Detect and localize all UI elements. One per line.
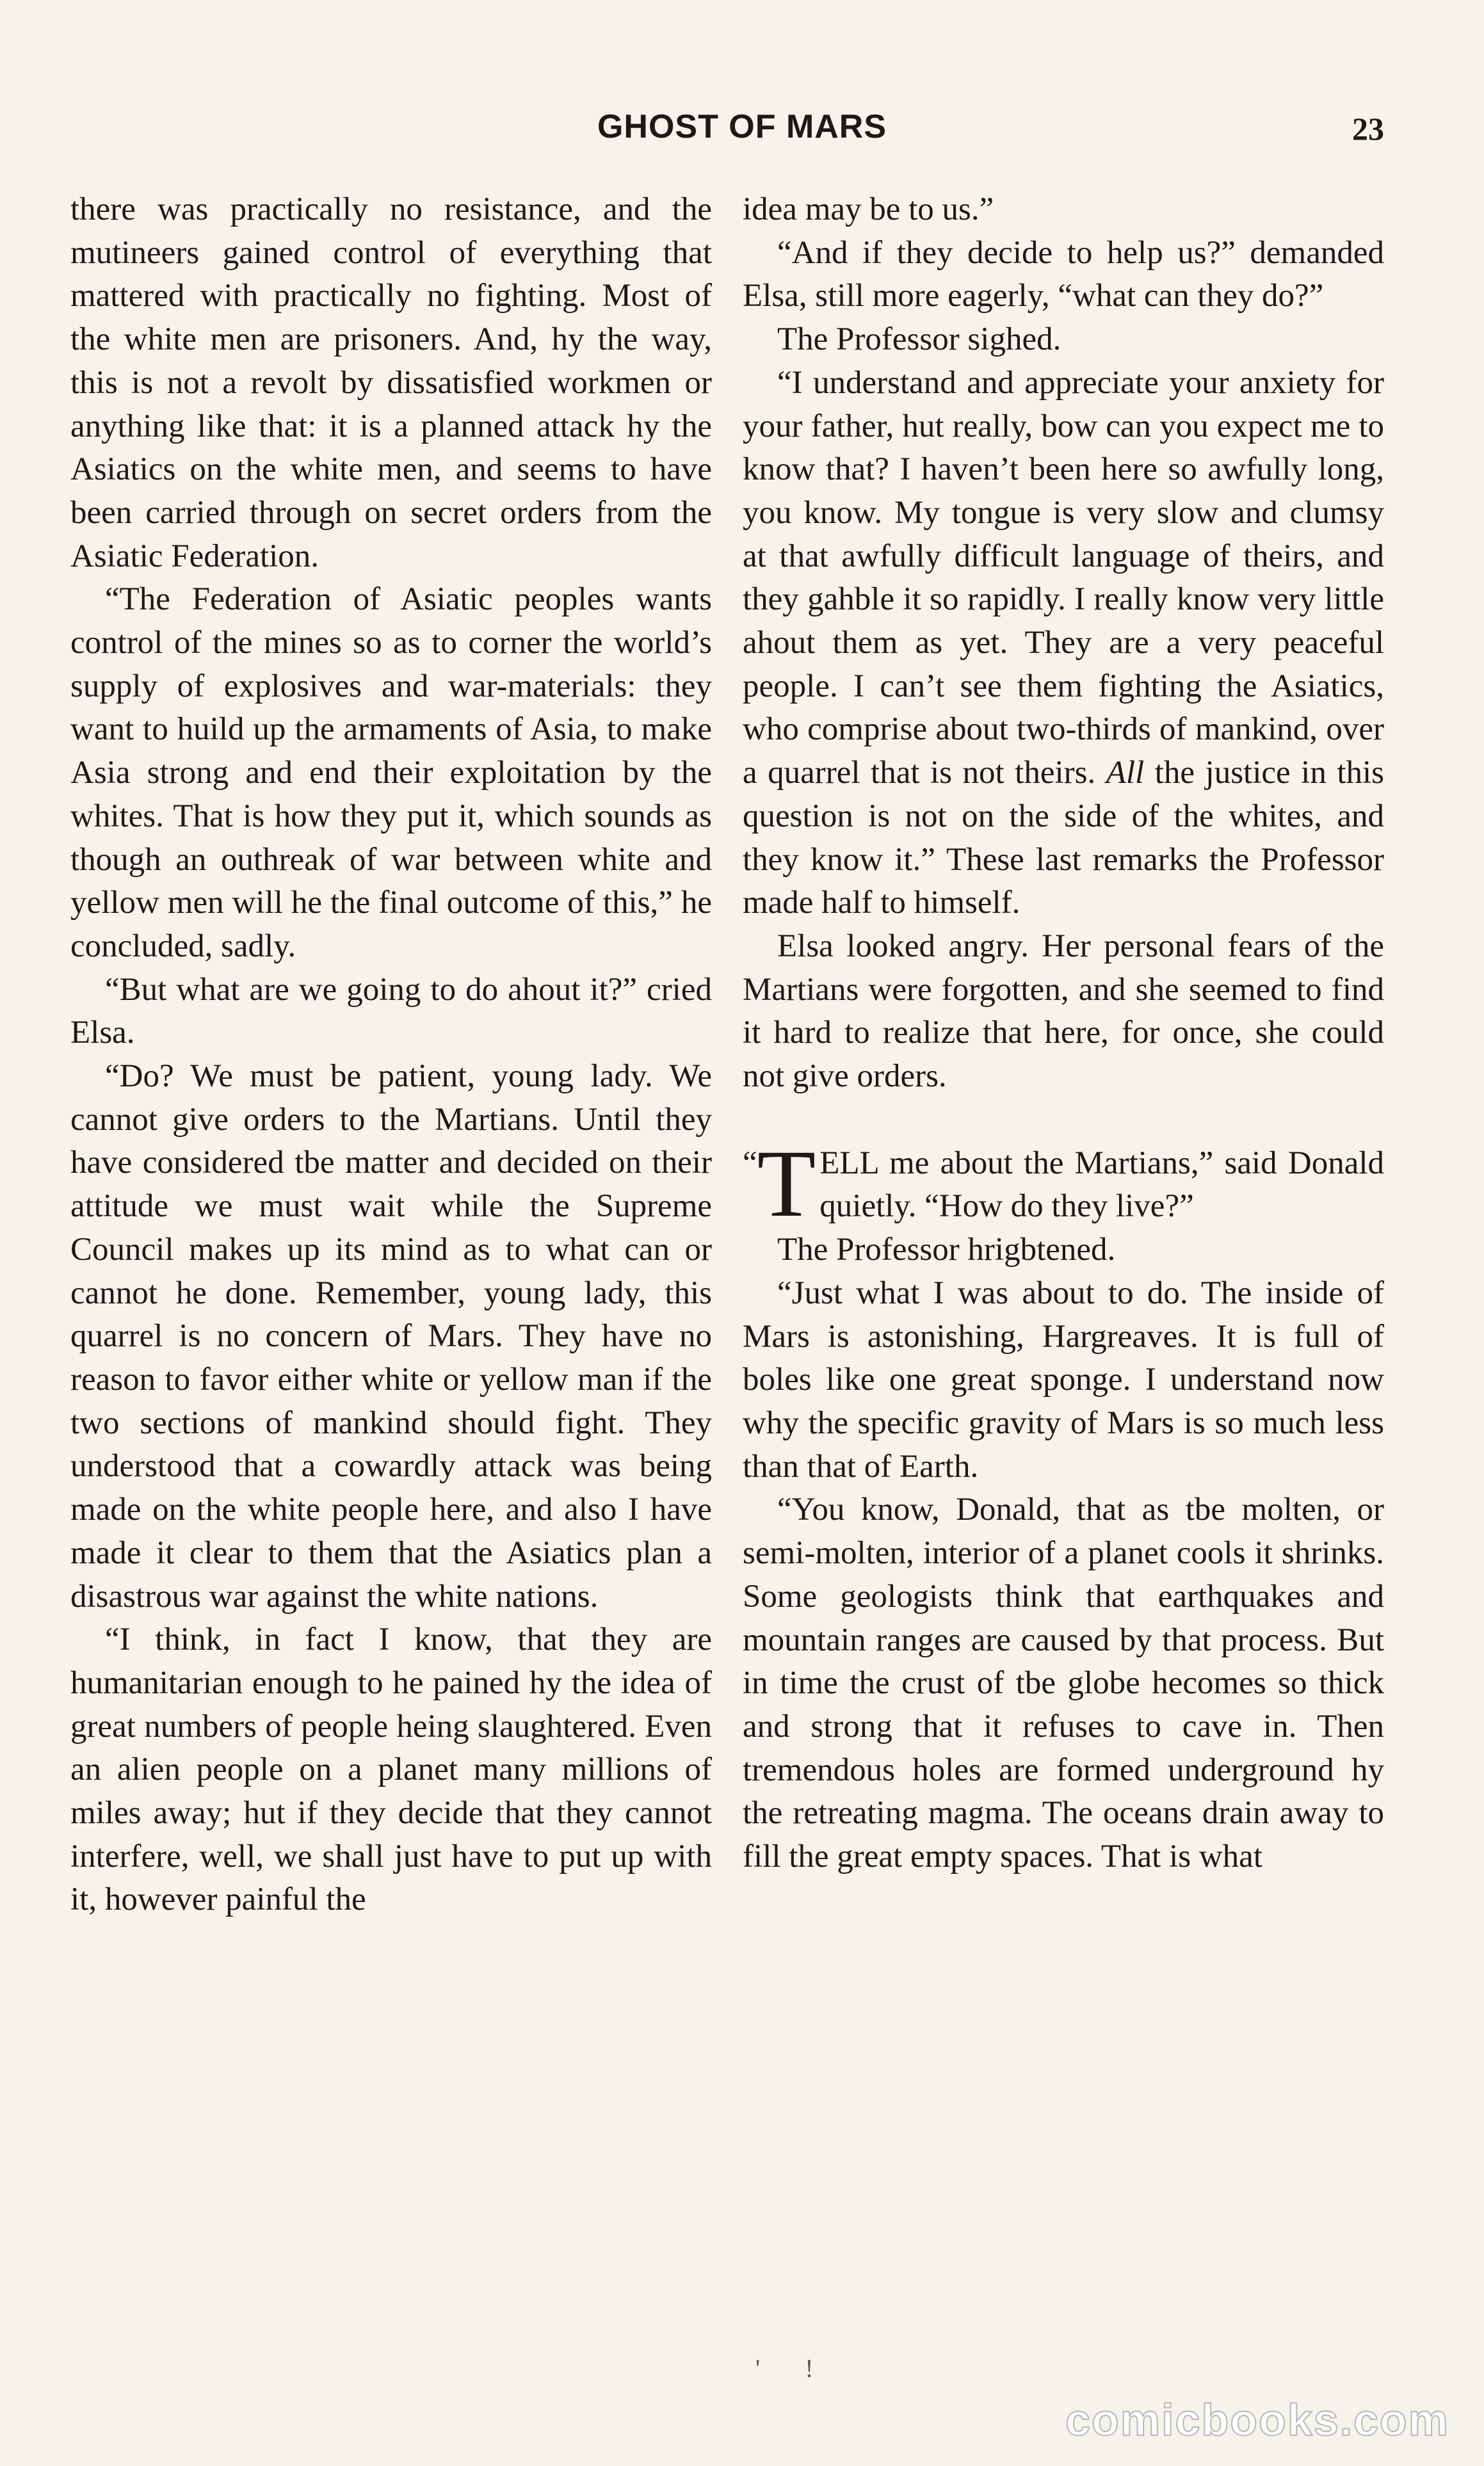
paragraph	[743, 362, 1384, 925]
paragraph-text: the justice in this question is not on the side of the whites, and they know it.” These last remarks the Professor made half to himself.	[743, 755, 1385, 921]
page-number: 23	[1352, 111, 1384, 147]
paragraph: “You know, Donald, that as tbe molten, or semi-molten, interior of a planet cools it shrinks. Some geologists think that earthquakes and mountain ranges are caused by that process. But in time the crust of tbe globe hecomes so thick and strong that it refuses to cave in. Then tremendous holes are formed underground hy the retreating magma. The oceans drain away to fill the great empty spaces. That is what	[743, 1492, 1384, 1875]
paragraph: there was practically no resistance, and the mutineers gained control of everything that mattered with practically no fighting. Most of the white men are prisoners. And, hy the way, this is not a revolt by dissatisfied workmen or anything like that: it is a planned attack hy the Asiatics on the white men, and seems to have been carried through on secret orders from the Asiatic Federation.	[70, 191, 712, 574]
running-head	[0, 108, 1484, 159]
paragraph: “Just what I was about to do. The inside of Mars is astonishing, Hargreaves. It is full of boles like one great sponge. I understand now why the specific gravity of Mars is so much less than that of Earth.	[743, 1275, 1384, 1485]
opening-quote: “	[743, 1145, 757, 1181]
section-opening-paragraph	[743, 1130, 1384, 1237]
paragraph: “Do? We must be patient, young lady. We cannot give orders to the Martians. Until they have considered tbe matter and decided on their attitude we must wait while the Supreme Council makes up its mind as to what can or cannot he done. Remember, young lady, this quarrel is no concern of Mars. They have no reason to favor either white or yellow man if the two sections of mankind should fight. They understood that a cowardly attack was being made on the white people here, and also I have made it clear to them that the Asiatics plan a disastrous war against the white nations.	[70, 1058, 712, 1615]
watermark: comicbooks.com	[1065, 2395, 1449, 2445]
right-column	[743, 188, 1384, 1879]
paragraph: The Professor sighed.	[777, 321, 1061, 358]
paragraph: “And if they decide to help us?” demanded Elsa, still more eagerly, “what can they do?”	[743, 234, 1384, 314]
paragraph: “The Federation of Asiatic peoples wants control of the mines so as to corner the world’s supply of explosives and war-materials: they want to huild up the armaments of Asia, to make Asia strong and end their exploitation by the whites. That is how they put it, which sounds as though an outhreak of war between white and yellow men will he the final outcome of this,” he concluded, sadly.	[70, 581, 712, 964]
paragraph: The Professor hrigbtened.	[777, 1232, 1116, 1268]
emphasis-text: All	[1106, 755, 1145, 791]
paragraph: “I think, in fact I know, that they are humanitarian enough to he pained hy the idea of great numbers of people heing slaughtered. Even an alien people on a planet many millions of miles away; hut if they decide that they cannot interfere, well, we shall just have to put up with it, however painful the	[70, 1622, 712, 1918]
paragraph: Elsa looked angry. Her personal fears of the Martians were forgotten, and she seemed to find it hard to realize that here, for once, she could not give orders.	[743, 928, 1384, 1095]
page-title: GHOST OF MARS	[597, 108, 887, 145]
paragraph-text: “I understand and appreciate your anxiety for your father, hut really, bow can you expect me to know that? I haven’t been here so awfully long, you know. My tongue is very slow and clumsy at that awfully difficult language of theirs, and they gahble it so rapidly. I really know very little ahout them as yet. They are a very peaceful people. I can’t see them fighting the Asiatics, who comprise about two-thirds of mankind, over a quarrel that is not theirs.	[743, 364, 1384, 791]
drop-cap: T	[757, 1130, 816, 1237]
paragraph: idea may be to us.”	[743, 191, 994, 227]
paragraph: “But what are we going to do ahout it?” cried Elsa.	[70, 971, 712, 1051]
stray-print-marks: ' !	[755, 2354, 814, 2383]
left-column	[70, 188, 712, 1922]
paragraph-text: ELL me about the Martians,” said Donald quietly. “How do they live?”	[819, 1145, 1384, 1225]
